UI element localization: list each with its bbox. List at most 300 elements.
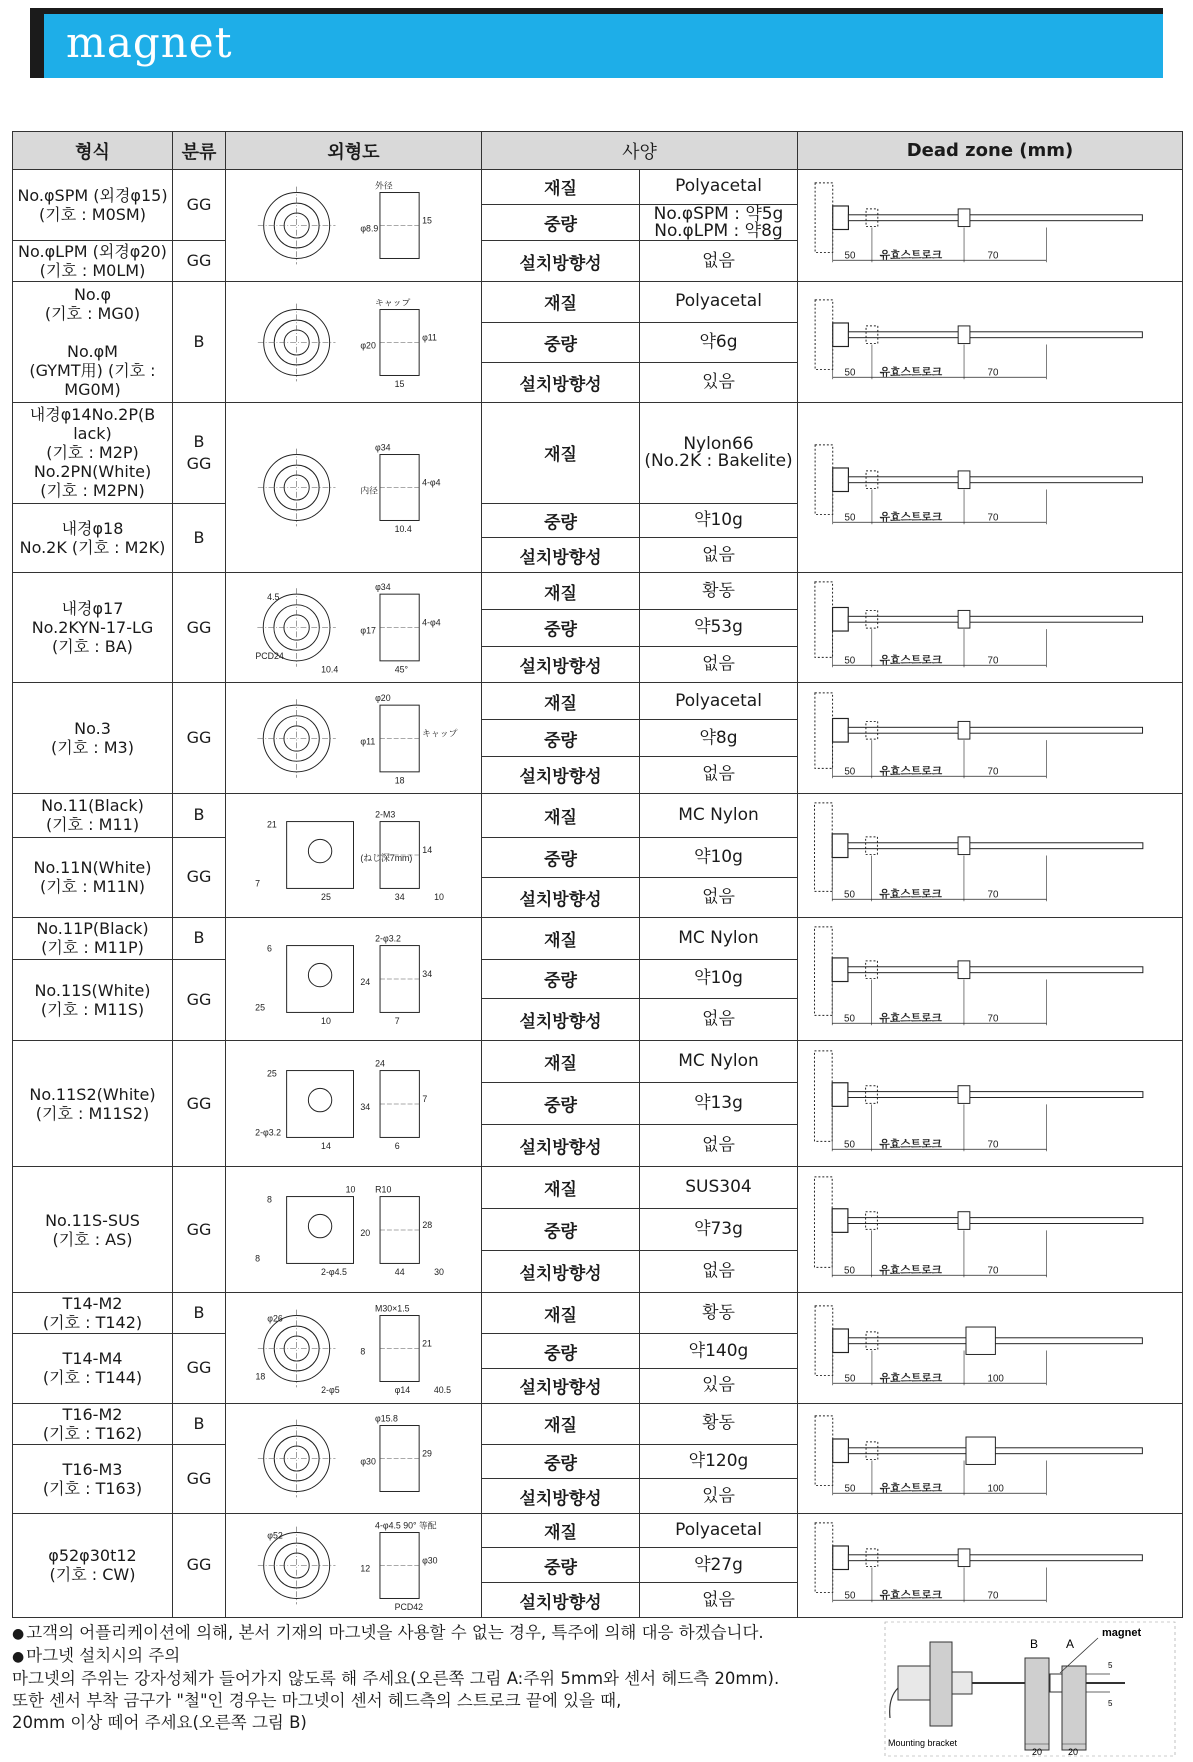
zone-b-label: B <box>1030 1637 1039 1651</box>
outline-side <box>380 594 419 661</box>
deadzone-value: 50 <box>844 250 856 262</box>
magnet-spec-table <box>12 131 1183 1618</box>
mount-wall <box>815 927 833 1015</box>
outline-drawing-svg <box>226 1410 481 1507</box>
spec-value: 약6g <box>640 322 798 362</box>
sensor-head <box>833 323 849 347</box>
stroke-label: 유효스트로크 <box>879 249 943 262</box>
outline-drawing <box>226 793 482 917</box>
sensor-rod <box>848 477 1142 483</box>
model-name <box>13 1334 173 1403</box>
dimension-label: 24 <box>360 976 371 987</box>
outline-drawing-svg <box>226 797 481 913</box>
class-code: GG <box>173 1167 226 1293</box>
mount-wall <box>815 445 833 515</box>
dimension-label: 10 <box>345 1184 356 1195</box>
dimension-label: φ20 <box>360 340 376 351</box>
model-name <box>13 241 173 282</box>
model-line: (기호 : M0LM) <box>39 261 146 281</box>
stroke-label: 유효스트로크 <box>879 366 943 379</box>
sensor-head <box>833 718 849 742</box>
magnet-label: magnet <box>1102 1627 1142 1639</box>
dimension-label: キャップ <box>422 728 458 739</box>
spec-label: 설치방향성 <box>482 756 640 793</box>
outline-side <box>380 309 419 375</box>
model-line: (기호 : M11P) <box>41 938 144 957</box>
outline-drawing <box>226 683 482 793</box>
model-line: No.2K (기호 : M2K) <box>19 537 166 557</box>
deadzone-drawing <box>798 917 1183 1041</box>
spec-label: 중량 <box>482 322 640 362</box>
dimension-label: 15 <box>422 215 432 226</box>
mount-wall <box>815 1416 833 1486</box>
spec-label: 재질 <box>482 282 640 322</box>
model-name <box>13 917 173 959</box>
magnet-end <box>958 961 970 979</box>
table-row <box>13 683 1183 720</box>
dimension-label: 4-φ4 <box>422 477 441 488</box>
magnet-end <box>958 611 970 629</box>
mounting-diagram <box>880 1618 1180 1758</box>
model-line: (기호 : M2PN) <box>40 481 145 501</box>
class-code: GG <box>173 170 226 241</box>
spec-label: 설치방향성 <box>482 877 640 917</box>
model-name <box>13 1041 173 1167</box>
deadzone-value: 50 <box>844 765 856 777</box>
spec-value: Polyacetal <box>640 683 798 720</box>
deadzone-value: 70 <box>987 250 999 262</box>
class-code: B <box>173 793 226 837</box>
dimension-label: 34 <box>394 892 405 903</box>
model-line: No.2PN(White) <box>33 462 152 482</box>
dimension-label: 30 <box>434 1267 444 1278</box>
model-name <box>13 837 173 917</box>
sensor-head <box>833 1439 849 1463</box>
dimension-label: 21 <box>266 819 277 830</box>
table-row <box>13 1513 1183 1548</box>
model-line: No.11S(White) <box>34 980 151 1000</box>
sensor-rod <box>848 967 1143 973</box>
sensor-head <box>833 1328 849 1352</box>
model-name <box>13 1513 173 1617</box>
model-name <box>13 170 173 241</box>
spec-value: 약8g <box>640 720 798 757</box>
magnet-end <box>958 721 970 739</box>
sensor-rod <box>848 1555 1142 1561</box>
deadzone-value: 70 <box>987 889 999 901</box>
magnet-end <box>958 326 970 344</box>
outline-side <box>380 1425 419 1491</box>
dimension-label: 34 <box>422 968 433 979</box>
spec-label: 재질 <box>482 170 640 205</box>
model-line: (기호 : M11N) <box>39 877 146 897</box>
outline-side <box>380 1532 419 1598</box>
dimension-label: φ26 <box>267 1312 283 1323</box>
deadzone-drawing <box>798 1293 1183 1403</box>
deadzone-value: 50 <box>844 1372 856 1384</box>
magnet-end <box>958 837 970 855</box>
spec-label: 중량 <box>482 837 640 877</box>
spec-label: 중량 <box>482 1209 640 1251</box>
table-row <box>13 170 1183 205</box>
table-row <box>13 573 1183 610</box>
outline-front <box>287 1070 354 1137</box>
spec-label: 재질 <box>482 1041 640 1083</box>
model-name <box>13 793 173 837</box>
model-name <box>13 1403 173 1444</box>
spec-value: 없음 <box>640 1251 798 1293</box>
outline-drawing-svg <box>226 921 481 1037</box>
class-code: GG <box>173 241 226 282</box>
model-line: 내경φ17 <box>61 599 124 619</box>
model-line: No.11S2(White) <box>29 1084 156 1104</box>
model-name <box>13 959 173 1041</box>
dimension-label: 8 <box>266 1194 272 1205</box>
model-line: (기호 : MG0) <box>44 304 141 324</box>
deadzone-drawing <box>798 282 1183 403</box>
deadzone-svg <box>798 1300 1182 1397</box>
deadzone-drawing <box>798 793 1183 917</box>
model-line: (기호 : M11S) <box>40 999 145 1019</box>
outline-side <box>380 946 419 1013</box>
spec-value: 약120g <box>640 1444 798 1479</box>
spec-value: 약10g <box>640 837 798 877</box>
dimension-label: φ34 <box>375 582 391 593</box>
class-code: GG <box>173 1513 226 1617</box>
bore-circle <box>308 1214 331 1237</box>
page-title: magnet <box>66 18 233 67</box>
spec-value: 있음 <box>640 1368 798 1403</box>
outline-drawing <box>226 1293 482 1403</box>
model-line: No.2KYN-17-LG <box>31 618 154 638</box>
dimension-label: φ30 <box>422 1555 438 1566</box>
model-line: (기호 : M3) <box>51 738 134 757</box>
dimension-label: φ17 <box>360 625 376 636</box>
header-deadzone: Dead zone (mm) <box>798 132 1183 170</box>
magnet-end <box>958 1212 970 1230</box>
dimension-label: 4-φ4.5 90° 等配 <box>375 1520 437 1531</box>
dimension-label: φ52 <box>267 1530 283 1541</box>
stroke-label: 유효스트로크 <box>879 1264 942 1277</box>
spec-value: 황동 <box>640 1293 798 1334</box>
deadzone-value: 70 <box>987 1265 999 1277</box>
model-line: No.φLPM (외경φ20) <box>18 242 167 262</box>
dimension-label: φ11 <box>360 735 376 746</box>
spec-value: 있음 <box>640 362 798 402</box>
dimension-label: 2-M3 <box>375 809 396 820</box>
spec-label: 중량 <box>482 609 640 646</box>
spec-value: No.φSPM : 약5g No.φLPM : 약8g <box>640 204 798 241</box>
magnet-end <box>966 1437 995 1464</box>
outline-side <box>380 1315 419 1381</box>
outline-front <box>287 1196 354 1263</box>
model-name <box>13 403 173 504</box>
class-code: GG <box>173 573 226 683</box>
model-line: (기호 : M11) <box>45 815 140 835</box>
dim-a-top: 5 <box>1108 1661 1113 1670</box>
dim-a-bottom: 5 <box>1108 1699 1113 1708</box>
model-line: (기호 : T163) <box>42 1478 143 1498</box>
bore-circle <box>308 1088 331 1111</box>
table-row <box>13 1167 1183 1209</box>
class-code: B <box>173 282 226 403</box>
deadzone-value: 100 <box>987 1483 1004 1495</box>
deadzone-value: 50 <box>844 1013 855 1025</box>
dimension-label: 2-φ3.2 <box>375 933 401 944</box>
dimension-label: キャップ <box>375 297 411 308</box>
sensor-rod <box>848 617 1142 623</box>
spec-value: 없음 <box>640 646 798 683</box>
table-row <box>13 1403 1183 1444</box>
model-line: (기호 : T162) <box>42 1423 143 1443</box>
outline-drawing-svg <box>226 439 481 536</box>
outline-front <box>287 822 354 889</box>
dimension-label: 29 <box>422 1448 432 1459</box>
dimension-label: 18 <box>394 775 405 786</box>
spec-label: 재질 <box>482 1293 640 1334</box>
class-code: B <box>173 503 226 572</box>
sensor-rod <box>848 727 1142 733</box>
model-line: (기호 : BA) <box>52 637 133 657</box>
deadzone-value: 50 <box>843 1265 855 1277</box>
dimension-label: φ30 <box>360 1456 376 1467</box>
deadzone-value: 50 <box>843 1139 855 1151</box>
dimension-label: 44 <box>394 1267 405 1278</box>
model-line: (기호 : T142) <box>42 1313 143 1333</box>
sensor-rod <box>848 215 1142 221</box>
mount-wall <box>815 692 833 768</box>
stroke-label: 유효스트로크 <box>879 1482 943 1495</box>
model-name <box>13 282 173 403</box>
note-line: 또한 센서 부착 금구가 "철"인 경우는 마그넷이 센서 헤드측의 스트로크 끝에 있을 때, <box>12 1691 622 1710</box>
sensor-head <box>832 958 848 982</box>
spec-label: 설치방향성 <box>482 999 640 1041</box>
spec-value: 없음 <box>640 538 798 573</box>
dimension-label: 8 <box>360 1345 366 1356</box>
dimension-label: 4-φ4 <box>422 617 441 628</box>
model-line: No.11(Black) <box>41 796 144 816</box>
dimension-label: 外径 <box>375 180 393 191</box>
outline-drawing <box>226 403 482 573</box>
outline-front <box>287 946 354 1013</box>
stroke-label: 유효스트로크 <box>879 1012 942 1025</box>
model-line: (기호 : M0SM) <box>39 205 146 225</box>
deadzone-svg <box>798 921 1182 1037</box>
spec-label: 설치방향성 <box>482 1479 640 1514</box>
model-line: (기호 : CW) <box>49 1565 136 1585</box>
model-name <box>13 1167 173 1293</box>
spec-value: MC Nylon <box>640 1041 798 1083</box>
dimension-label: 7 <box>255 878 261 889</box>
dimension-label: 2-φ4.5 <box>321 1267 347 1278</box>
spec-label: 재질 <box>482 793 640 837</box>
dimension-label: 34 <box>360 1101 371 1112</box>
spec-value: Polyacetal <box>640 170 798 205</box>
dimension-label: φ34 <box>375 442 391 453</box>
model-line: (기호 : T144) <box>42 1368 143 1388</box>
spec-value: 없음 <box>640 999 798 1041</box>
dimension-label: 2-φ3.2 <box>255 1127 282 1138</box>
deadzone-value: 50 <box>844 1590 856 1602</box>
outline-drawing <box>226 1513 482 1617</box>
spec-value: 없음 <box>640 1583 798 1618</box>
table-row <box>13 403 1183 504</box>
model-name <box>13 1444 173 1513</box>
deadzone-value: 50 <box>844 512 856 524</box>
deadzone-drawing <box>798 1403 1183 1513</box>
outline-drawing <box>226 282 482 403</box>
dimension-label: 25 <box>266 1068 277 1079</box>
bracket-label: Mounting bracket <box>888 1738 958 1748</box>
magnet-end <box>966 1327 995 1354</box>
model-line: 내경φ18 <box>61 518 124 538</box>
deadzone-drawing <box>798 170 1183 282</box>
outline-drawing-svg <box>226 177 481 274</box>
sensor-head <box>833 468 849 492</box>
sensor-rod <box>848 1218 1143 1224</box>
dim-b-20: 20 <box>1032 1747 1043 1757</box>
outline-drawing-svg <box>226 1045 481 1163</box>
dimension-label: M30×1.5 <box>375 1303 410 1314</box>
deadzone-value: 70 <box>987 1139 999 1151</box>
spec-value: 황동 <box>640 573 798 610</box>
spec-label: 재질 <box>482 1403 640 1444</box>
deadzone-svg <box>798 1045 1182 1163</box>
spec-label: 설치방향성 <box>482 1368 640 1403</box>
stroke-label: 유효스트로크 <box>879 1589 943 1602</box>
dimension-label: 20 <box>360 1227 371 1238</box>
dimension-label: 10 <box>321 1016 331 1027</box>
deadzone-svg <box>798 1517 1182 1614</box>
spec-value: 약27g <box>640 1548 798 1583</box>
spec-label: 설치방향성 <box>482 1583 640 1618</box>
spec-value: Nylon66 (No.2K : Bakelite) <box>640 403 798 504</box>
dimension-label: 14 <box>422 845 433 856</box>
deadzone-svg <box>798 687 1182 790</box>
sensor-head <box>833 608 849 632</box>
spec-value: 약53g <box>640 609 798 646</box>
magnet-end <box>958 209 970 227</box>
dimension-label: 4.5 <box>267 592 280 603</box>
note-line: 20mm 이상 떼어 주세요(오른쪽 그림 B) <box>12 1713 307 1732</box>
dimension-label: φ15.8 <box>375 1413 398 1424</box>
spec-label: 중량 <box>482 503 640 538</box>
model-line: No.11P(Black) <box>36 919 149 938</box>
sensor-head <box>833 206 849 230</box>
dimension-label: 25 <box>321 892 331 903</box>
deadzone-svg <box>798 797 1182 913</box>
model-name <box>13 503 173 572</box>
dimension-label: PCD24 <box>255 651 284 662</box>
outline-side <box>380 1070 419 1137</box>
stroke-label: 유효스트로크 <box>879 654 943 667</box>
spec-value: MC Nylon <box>640 793 798 837</box>
outline-drawing <box>226 1041 482 1167</box>
dimension-label: 24 <box>375 1058 385 1069</box>
class-code: B <box>173 1403 226 1444</box>
outline-drawing <box>226 1403 482 1513</box>
note-line: ● 마그넷 설치시의 주의 <box>12 1646 181 1665</box>
model-name <box>13 573 173 683</box>
stroke-label: 유효스트로크 <box>879 1371 943 1384</box>
deadzone-svg <box>798 294 1182 391</box>
note-line: ● 고객의 어플리케이션에 의해, 본서 기재의 마그넷을 사용할 수 없는 경우, 특주에 의해 대응 하겠습니다. <box>12 1623 764 1642</box>
spec-label: 중량 <box>482 1083 640 1125</box>
dim-a-20: 20 <box>1068 1747 1079 1757</box>
model-line: T14-M4 <box>62 1349 123 1369</box>
deadzone-value: 70 <box>987 1590 999 1602</box>
deadzone-value: 70 <box>987 367 999 379</box>
dimension-label: 12 <box>360 1563 371 1574</box>
mounting-figure <box>880 1618 1180 1758</box>
dimension-label: 21 <box>422 1338 432 1349</box>
table-row <box>13 1293 1183 1334</box>
sensor-head <box>832 834 848 858</box>
spec-label: 중량 <box>482 1548 640 1583</box>
dimension-label: 内径 <box>360 485 378 496</box>
outline-drawing <box>226 917 482 1041</box>
outline-side <box>380 1196 419 1263</box>
spec-value: SUS304 <box>640 1167 798 1209</box>
outline-drawing-svg <box>226 1300 481 1397</box>
outline-drawing-svg <box>226 687 481 790</box>
model-line <box>13 323 172 342</box>
model-line: No.φ <box>73 285 112 305</box>
spec-label: 재질 <box>482 573 640 610</box>
spec-label: 설치방향성 <box>482 538 640 573</box>
page-header <box>30 8 1163 78</box>
model-line: (기호 : M2P) <box>46 443 139 463</box>
table-header-row <box>13 132 1183 170</box>
bore-circle <box>308 839 331 862</box>
dimension-label: 45° <box>394 664 409 675</box>
sensor-head <box>833 1546 849 1570</box>
spec-label: 설치방향성 <box>482 241 640 282</box>
model-line: T16-M3 <box>62 1459 123 1479</box>
spec-value: 약13g <box>640 1083 798 1125</box>
dimension-label: (ねじ深7mm) <box>360 852 413 863</box>
mount-wall <box>815 582 833 658</box>
model-line: No.11S-SUS <box>45 1210 140 1230</box>
deadzone-value: 50 <box>844 1483 856 1495</box>
spec-label: 중량 <box>482 959 640 999</box>
deadzone-value: 70 <box>987 1013 999 1025</box>
class-code: GG <box>173 1444 226 1513</box>
class-code: B <box>173 1293 226 1334</box>
mount-wall <box>815 183 833 253</box>
sensor-head <box>832 1083 848 1107</box>
spec-value: 약10g <box>640 959 798 999</box>
dimension-label: φ8.9 <box>360 223 379 234</box>
class-code: GG <box>173 1334 226 1403</box>
outline-drawing <box>226 170 482 282</box>
model-line: φ52φ30t12 <box>48 1546 137 1566</box>
model-line: T14-M2 <box>62 1294 123 1314</box>
deadzone-drawing <box>798 1041 1183 1167</box>
sensor-head <box>832 1209 848 1233</box>
table-row <box>13 1041 1183 1083</box>
zone-a-label: A <box>1066 1637 1075 1651</box>
spec-label: 중량 <box>482 204 640 241</box>
header-model: 형식 <box>13 132 173 170</box>
class-code: GG <box>173 683 226 793</box>
deadzone-value: 70 <box>987 765 999 777</box>
outline-drawing-svg <box>226 1517 481 1614</box>
mount-wall <box>814 1051 832 1141</box>
header-drawing: 외형도 <box>226 132 482 170</box>
model-name <box>13 1293 173 1334</box>
dimension-label: 10.4 <box>394 524 412 535</box>
